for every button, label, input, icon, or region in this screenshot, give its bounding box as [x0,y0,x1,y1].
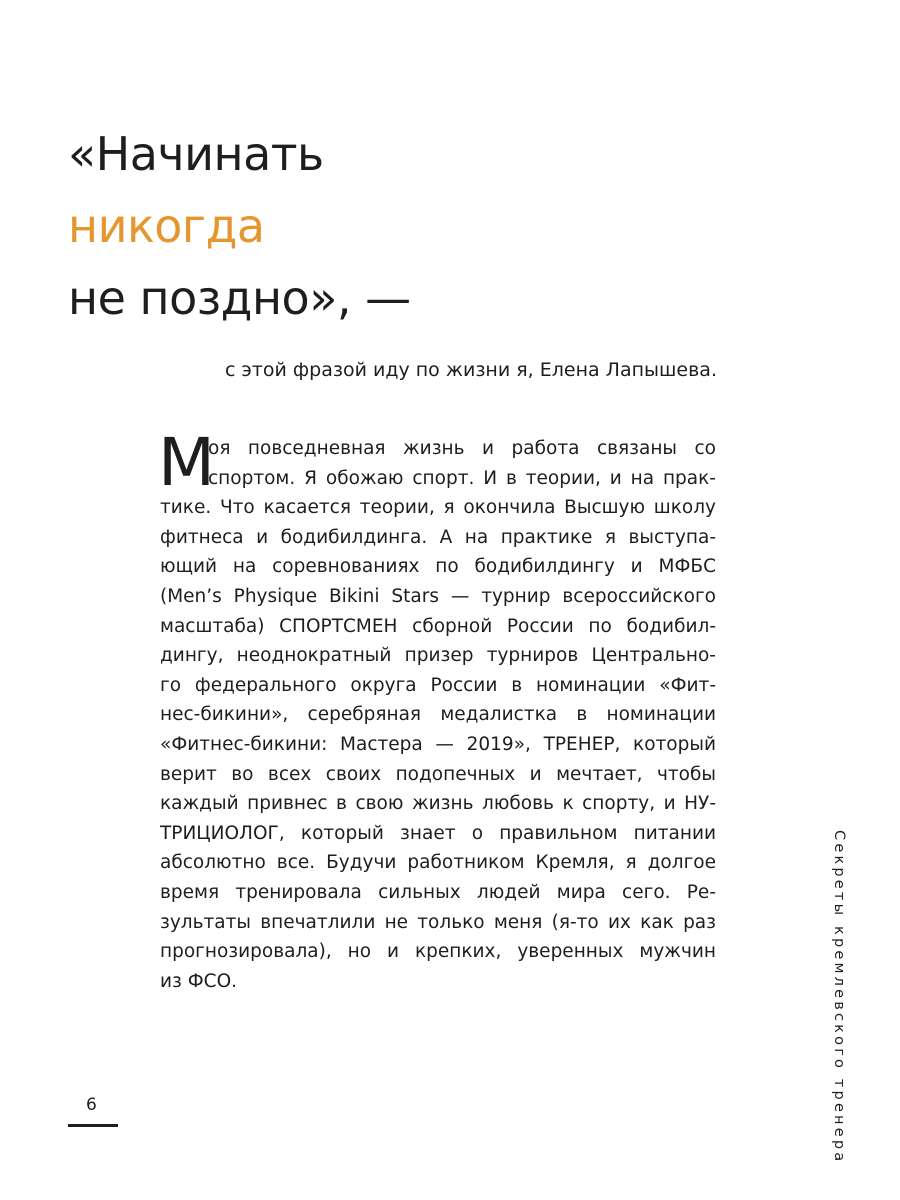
headline-line-3: не поздно», — [68,271,411,325]
body-line: ТРИЦИОЛОГ, который знает о правильном питании [160,822,716,844]
running-title: Секреты кремлевского тренера [831,830,847,1165]
headline [68,118,411,334]
attribution: с этой фразой иду по жизни я, Елена Лапышева. [224,359,717,381]
body-line: оя повседневная жизнь и работа связаны со [208,438,716,459]
body-line: спортом. Я обожаю спорт. И в теории, и на прак- [208,467,716,489]
body-line: масштаба) СПОРТСМЕН сборной России по бодибил- [160,615,716,637]
body-line: дингу, неоднократный призер турниров Центрально- [160,645,716,667]
body-line: ющий на соревнованиях по бодибилдингу и МФБС [160,556,716,578]
body-paragraph [158,424,716,996]
headline-accent-word: никогда [68,199,265,253]
body-line: верит во всех своих подопечных и мечтает, чтобы [160,763,716,785]
headline-line-1: «Начинать [68,127,324,181]
body-line: фитнеса и бодибилдинга. А на практике я выступа- [160,526,716,548]
drop-cap: М [158,424,215,501]
page-number-rule [68,1124,118,1127]
body-line: нес-бикини», серебряная медалистка в номинации [160,704,716,726]
body-line: зультаты впечатлили не только меня (я-то их как раз [160,911,716,933]
page-number: 6 [86,1095,97,1115]
body-line: абсолютно все. Будучи работником Кремля, я долгое [160,852,716,874]
body-line: каждый привнес в свою жизнь любовь к спорту, и НУ- [160,793,716,815]
body-line: прогнозировала), но и крепких, уверенных мужчин [160,941,716,963]
body-line: «Фитнес-бикини: Мастера — 2019», ТРЕНЕР, который [160,733,716,755]
body-line: го федерального округа России в номинации «Фит- [160,674,716,696]
body-line: (Men’s Physique Bikini Stars — турнир всероссийского [160,585,716,607]
body-line: тике. Что касается теории, я окончила Высшую школу [160,497,716,519]
body-line: из ФСО. [160,970,238,992]
body-line: время тренировала сильных людей мира сего. Ре- [160,881,716,903]
